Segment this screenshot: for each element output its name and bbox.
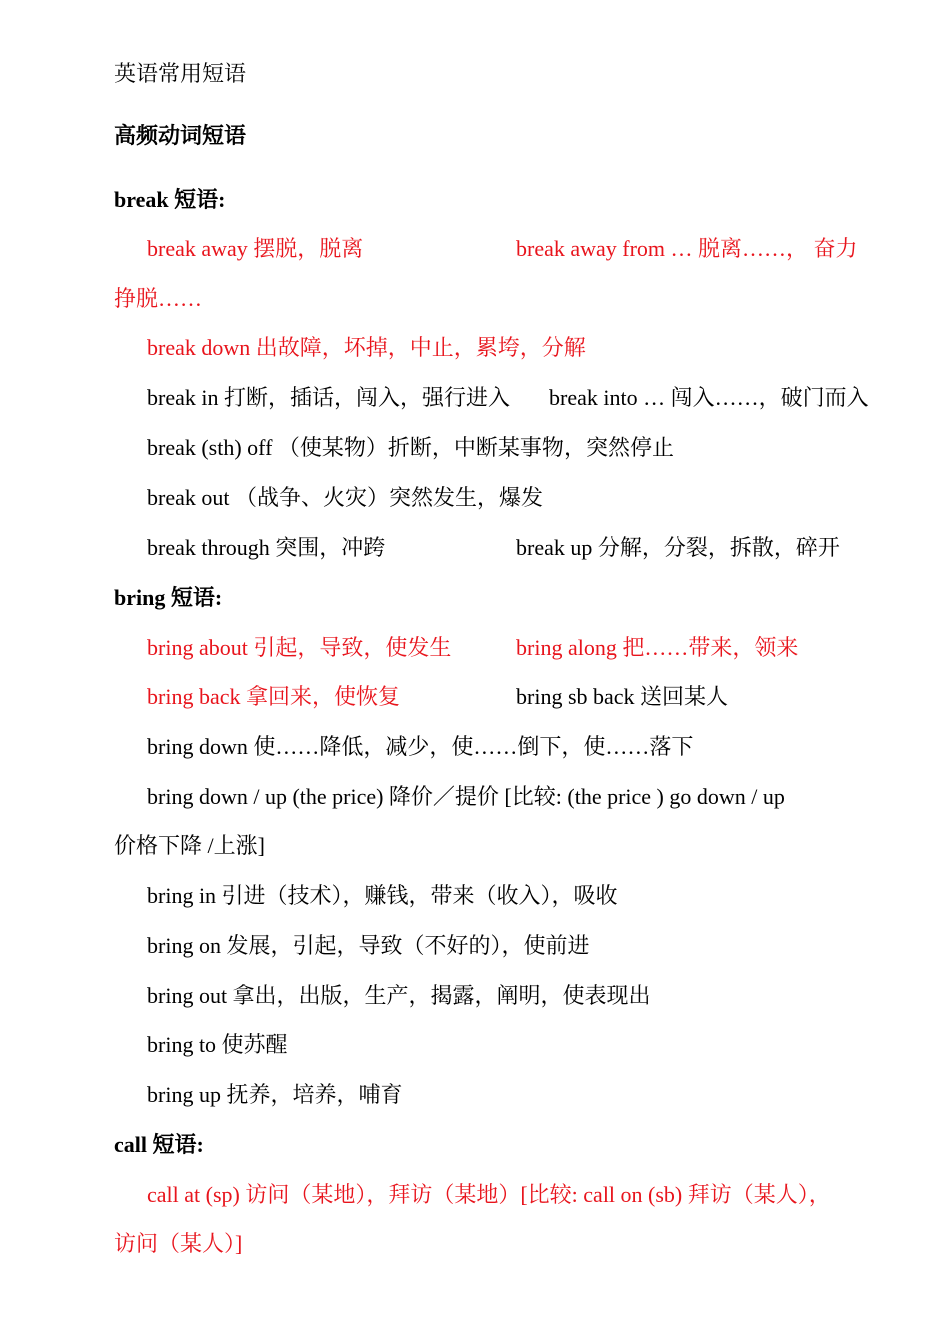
break-section-label: break 短语: bbox=[114, 187, 226, 212]
bring-down-entry: bring down 使……降低，减少，使……倒下，使……落下 bbox=[147, 734, 694, 759]
section-heading: 高频动词短语 bbox=[114, 124, 247, 149]
bring-in-entry: bring in 引进（技术），赚钱，带来（收入），吸收 bbox=[147, 883, 618, 908]
bring-to-entry: bring to 使苏醒 bbox=[147, 1032, 288, 1057]
bring-down-up-price-continuation: 价格下降 /上涨] bbox=[114, 833, 265, 858]
bring-out-entry: bring out 拿出，出版，生产，揭露，阐明，使表现出 bbox=[147, 983, 651, 1008]
break-away-entry: break away 摆脱，脱离 bbox=[147, 236, 364, 261]
bring-along-entry: bring along 把……带来，领来 bbox=[516, 635, 799, 660]
break-away-from-entry: break away from … 脱离……， 奋力 bbox=[516, 236, 858, 261]
bring-up-entry: bring up 抚养，培养，哺育 bbox=[147, 1082, 403, 1107]
break-into-entry: break into … 闯入……，破门而入 bbox=[549, 385, 869, 410]
call-section-label: call 短语: bbox=[114, 1132, 204, 1157]
break-in-entry: break in 打断，插话，闯入，强行进入 bbox=[147, 385, 510, 410]
bring-section-label: bring 短语: bbox=[114, 585, 223, 610]
break-away-from-continuation: 挣脱…… bbox=[114, 286, 203, 311]
break-up-entry: break up 分解，分裂，拆散，碎开 bbox=[516, 535, 840, 560]
break-out-entry: break out （战争、火灾）突然发生，爆发 bbox=[147, 485, 543, 510]
break-through-entry: break through 突围，冲跨 bbox=[147, 535, 386, 560]
bring-on-entry: bring on 发展，引起，导致（不好的），使前进 bbox=[147, 933, 590, 958]
bring-about-entry: bring about 引起，导致，使发生 bbox=[147, 635, 452, 660]
doc-title: 英语常用短语 bbox=[114, 62, 247, 87]
break-down-entry: break down 出故障，坏掉，中止，累垮，分解 bbox=[147, 335, 586, 360]
call-at-entry: call at (sp) 访问（某地），拜访（某地）[比较: call on (sb) 拜访（某人）， bbox=[147, 1182, 831, 1207]
call-at-continuation: 访问（某人）] bbox=[114, 1231, 243, 1256]
bring-back-entry: bring back 拿回来，使恢复 bbox=[147, 684, 400, 709]
bring-down-up-price-entry: bring down / up (the price) 降价／提价 [比较: (the price ) go down / up bbox=[147, 784, 785, 809]
break-off-entry: break (sth) off （使某物）折断，中断某事物，突然停止 bbox=[147, 435, 674, 460]
bring-sb-back-entry: bring sb back 送回某人 bbox=[516, 684, 729, 709]
